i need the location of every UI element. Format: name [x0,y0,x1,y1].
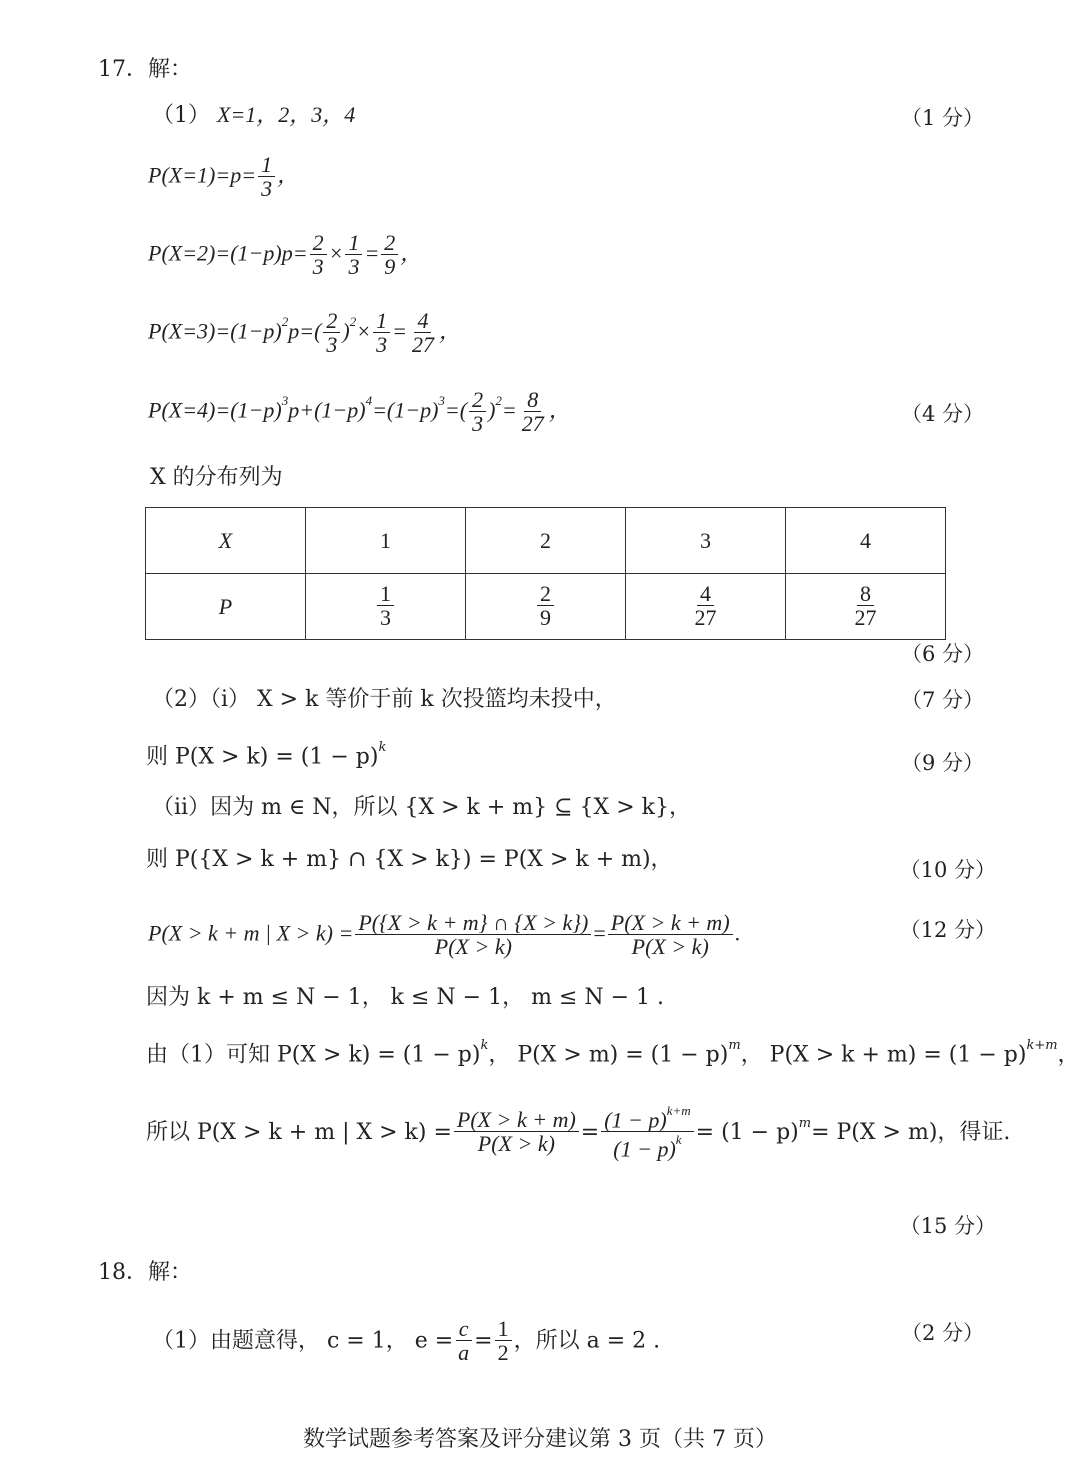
fraction-num: 1 [373,310,390,333]
fraction-num: 4 [414,310,431,333]
tail: ， [277,162,300,188]
problem-18-part1 [152,1318,660,1365]
fraction-den: 2 [497,1340,509,1365]
fraction-den: P(X > k) [631,934,709,959]
fraction [345,232,362,279]
fraction [310,232,327,279]
then-text: 则 P(X > k) = (1 − p) [146,744,379,770]
fraction [258,154,275,201]
score-4: （4 分） [900,402,984,426]
fraction-den: 27 [854,605,877,630]
mid: p=( [288,318,322,344]
p18-right: ，所以 a = 2 . [513,1328,661,1354]
exponent: m [798,1115,812,1131]
fraction [373,310,390,357]
page-footer: 数学试题参考答案及评分建议第 3 页（共 7 页） [303,1427,777,1452]
problem-18-header: 18．解： [98,1260,192,1285]
fraction-num: 4 [697,583,714,606]
from-c: ， P(X > k + m) = (1 − p) [740,1042,1027,1068]
exponent: 2 [349,314,357,330]
fraction-num: 1 [495,1318,512,1341]
fraction-num: 8 [524,389,541,412]
distribution-label: X 的分布列为 [150,465,283,490]
fraction [495,1318,512,1365]
mid: =(1−p) [372,397,439,423]
fraction [377,583,394,630]
fraction-num: 1 [377,583,394,606]
exponent: 3 [281,393,289,409]
table-cell [306,574,466,640]
fraction-den: 9 [540,605,551,630]
table-cell [786,574,946,640]
table-cell: 2 [466,508,626,574]
score-10: （10 分） [899,858,996,882]
prob-x4-left: P(X=4)=(1−p) [148,397,282,423]
equals: = [593,920,606,946]
den-text: (1 − p) [613,1136,676,1162]
part1-label: （1） [152,103,210,128]
exponent: 2 [495,393,502,409]
part2-i-line: （2）（ⅰ） X > k 等价于前 k 次投篮均未投中， [152,687,617,712]
fraction [409,310,437,357]
equals: = [364,240,380,266]
table-row [146,574,946,640]
paren: ) [488,397,496,423]
fraction [692,583,720,630]
fraction-den: 27 [521,411,544,436]
prob-x2-left: P(X=2)=(1−p)p= [148,240,308,266]
fraction-num [601,1104,693,1132]
mid: p+(1−p) [288,397,366,423]
exponent: k [480,1038,489,1053]
fraction-den: 3 [380,605,391,630]
prob-x2 [148,232,422,279]
table-cell: P [146,574,306,640]
tail: . [734,920,741,946]
tail: ， [438,318,461,344]
table-cell: 3 [626,508,786,574]
exponent: k+m [666,1103,691,1118]
exponent: 3 [438,393,445,409]
operator: × [356,318,372,344]
fraction-den: 9 [384,254,396,279]
score-9: （9 分） [900,751,984,775]
fraction-num: 2 [310,232,327,255]
p18-left: （1）由题意得， c = 1， e = [152,1328,454,1354]
fraction [454,1109,579,1156]
exponent: k+m [1026,1038,1058,1053]
fraction-num: c [456,1318,472,1341]
part2-then-line [146,738,386,771]
fraction-num: P({X > k + m} ∩ {X > k}) [355,912,591,935]
so-line [146,1104,1010,1162]
table-cell: X [146,508,306,574]
exponent: 2 [281,314,289,330]
table-cell: 1 [306,508,466,574]
from-b: ， P(X > m) = (1 − p) [488,1042,729,1068]
fraction-den: 3 [472,411,484,436]
fraction-den: P(X > k) [477,1131,555,1157]
fraction-den: 27 [694,605,717,630]
fraction [601,1104,693,1162]
table-cell [626,574,786,640]
equals: = [501,397,517,423]
fraction [537,583,554,630]
score-6: （6 分） [900,642,984,666]
fraction [469,389,486,436]
from-d: ， [1057,1042,1080,1068]
fraction [355,912,591,959]
score-2: （2 分） [900,1321,984,1345]
cond-left: P(X > k + m | X > k) = [148,920,354,946]
so-right: = P(X > m)，得证. [811,1119,1011,1145]
part1-answer [152,101,355,130]
fraction-den: P(X > k) [434,934,512,959]
because-line: 因为 k + m ≤ N − 1， k ≤ N − 1， m ≤ N − 1 . [146,985,665,1010]
fraction-den: 3 [312,254,324,279]
fraction-den: 3 [376,332,388,357]
equals: = [580,1119,600,1145]
fraction-num: 8 [857,583,874,606]
prob-x4 [148,389,571,436]
fraction [608,912,733,959]
fraction [519,389,547,436]
table-cell: 4 [786,508,946,574]
fraction-num: 2 [323,310,340,333]
score-15: （15 分） [899,1214,996,1238]
fraction-den: 3 [326,332,338,357]
tail: ， [400,240,423,266]
table-cell [466,574,626,640]
fraction-num: P(X > k + m) [454,1109,579,1132]
so-mid: = (1 − p) [695,1119,799,1145]
fraction [852,583,880,630]
part1-values: X=1，2，3，4 [217,102,356,127]
fraction-num: 1 [345,232,362,255]
equals: = [392,318,407,344]
prob-x1 [148,154,299,201]
fraction-den: a [458,1340,470,1365]
paren: ) [342,318,350,344]
fraction [323,310,340,357]
operator: × [328,240,344,266]
part2-then2-line: 则 P({X > k + m} ∩ {X > k}) = P(X > k + m)， [146,847,673,872]
fraction-den: 27 [411,332,434,357]
distribution-table [145,507,946,640]
score-7: （7 分） [900,688,984,712]
fraction [455,1318,472,1365]
exponent: m [728,1038,741,1053]
mid: =( [444,397,468,423]
problem-17-header: 17．解： [98,57,192,82]
exponent: k [675,1132,682,1148]
from-a: 由（1）可知 P(X > k) = (1 − p) [146,1042,481,1068]
fraction-den: 3 [348,254,360,279]
fraction-num: 1 [258,154,275,177]
fraction-num: P(X > k + m) [608,912,733,935]
exponent: 4 [365,393,373,409]
prob-x3 [148,310,461,357]
prob-x3-left: P(X=3)=(1−p) [148,318,282,344]
fraction-num: 2 [469,389,486,412]
num-text: (1 − p) [604,1107,667,1133]
fraction-num: 2 [537,583,554,606]
conditional-prob [148,912,740,959]
fraction-den [610,1132,684,1161]
score-12: （12 分） [899,918,996,942]
so-left: 所以 P(X > k + m | X > k) = [146,1119,452,1145]
score-1: （1 分） [900,106,984,130]
fraction [381,232,398,279]
prob-x1-left: P(X=1)=p= [148,162,257,188]
table-row [146,508,946,574]
equals: = [474,1328,493,1354]
fraction-den: 3 [261,176,273,201]
from-line [146,1036,1080,1069]
exponent: k [378,740,387,755]
tail: ， [548,397,571,423]
fraction-num: 2 [381,232,398,255]
part2-ii-line: （ⅱ）因为 m ∈ N，所以 {X > k + m} ⊆ {X > k}， [152,795,691,820]
